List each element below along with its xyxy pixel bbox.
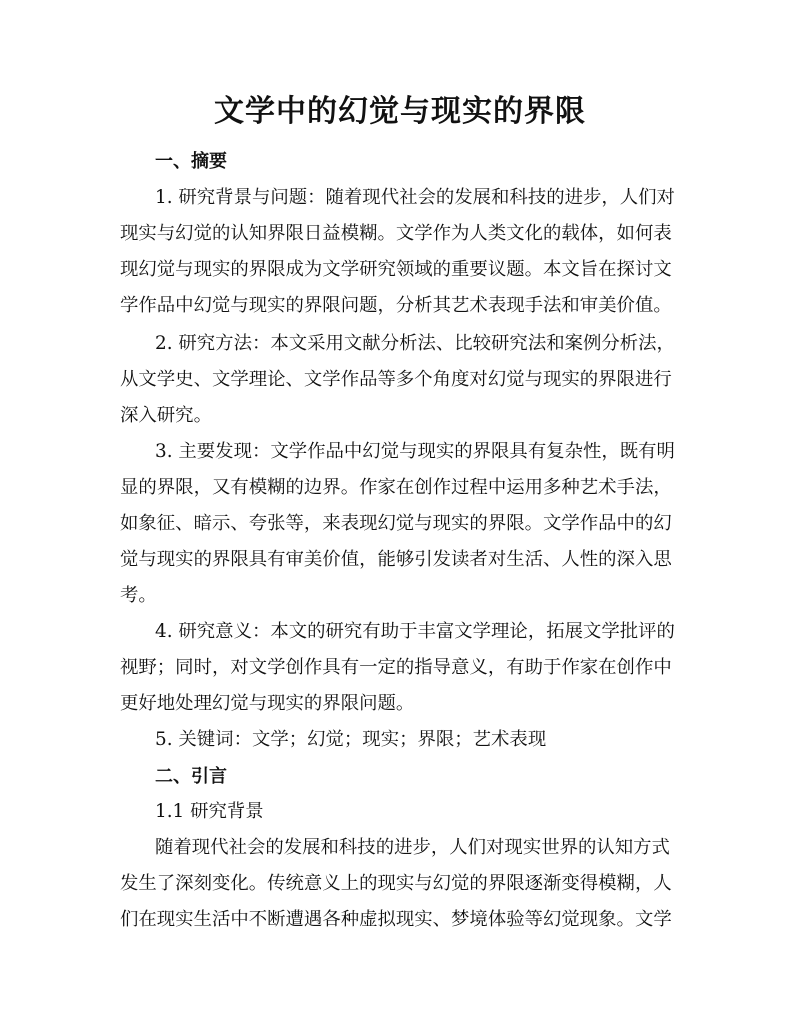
- paragraph-line: 2. 研究方法：本文采用文献分析法、比较研究法和案例分析法，: [155, 333, 675, 354]
- document-title: 文学中的幻觉与现实的界限: [214, 94, 586, 129]
- section-heading-abstract: 一、摘要: [155, 151, 227, 172]
- paragraph-line: 3. 主要发现：文学作品中幻觉与现实的界限具有复杂性，既有明: [155, 441, 675, 462]
- paragraph-line: 更好地处理幻觉与现实的界限问题。: [120, 693, 415, 714]
- paragraph-line: 4. 研究意义：本文的研究有助于丰富文学理论，拓展文学批评的: [155, 621, 675, 642]
- paragraph-line: 从文学史、文学理论、文学作品等多个角度对幻觉与现实的界限进行: [120, 369, 672, 390]
- paragraph-line: 学作品中幻觉与现实的界限问题，分析其艺术表现手法和审美价值。: [120, 295, 672, 316]
- section-heading-introduction: 二、引言: [155, 766, 227, 787]
- paragraph-line: 视野；同时，对文学创作具有一定的指导意义，有助于作家在创作中: [120, 657, 672, 678]
- keywords-line: 5. 关键词：文学；幻觉；现实；界限；艺术表现: [155, 729, 547, 750]
- paragraph-line: 考。: [120, 585, 157, 606]
- paragraph-line: 现幻觉与现实的界限成为文学研究领域的重要议题。本文旨在探讨文: [120, 259, 672, 280]
- paragraph-line: 显的界限，又有模糊的边界。作家在创作过程中运用多种艺术手法，: [120, 477, 672, 498]
- paragraph-line: 深入研究。: [120, 405, 212, 426]
- paragraph-line: 如象征、暗示、夸张等，来表现幻觉与现实的界限。文学作品中的幻: [120, 513, 672, 534]
- paragraph-line: 随着现代社会的发展和科技的进步，人们对现实世界的认知方式: [155, 837, 670, 858]
- paragraph-line: 现实与幻觉的认知界限日益模糊。文学作为人类文化的载体，如何表: [120, 223, 672, 244]
- paragraph-line: 1. 研究背景与问题：随着现代社会的发展和科技的进步，人们对: [155, 187, 675, 208]
- paragraph-line: 们在现实生活中不断遭遇各种虚拟现实、梦境体验等幻觉现象。文学: [120, 909, 672, 930]
- paragraph-line: 发生了深刻变化。传统意义上的现实与幻觉的界限逐渐变得模糊，人: [120, 873, 672, 894]
- subsection-heading-background: 1.1 研究背景: [155, 801, 264, 822]
- paragraph-line: 觉与现实的界限具有审美价值，能够引发读者对生活、人性的深入思: [120, 549, 672, 570]
